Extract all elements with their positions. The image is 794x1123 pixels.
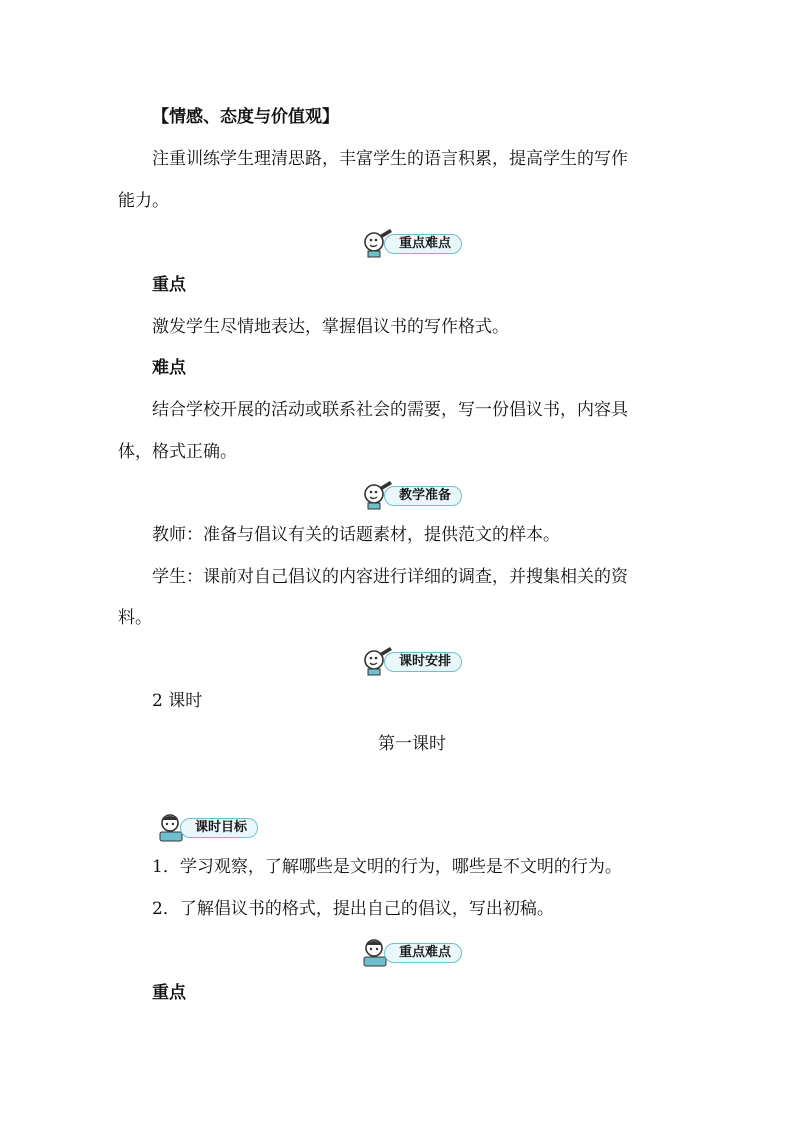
badge-label: 教学准备 — [384, 486, 462, 506]
section-heading-emotion: 【情感、态度与价值观】 — [152, 107, 339, 127]
badge-label: 课时目标 — [180, 818, 258, 838]
key-points-badge — [360, 228, 480, 256]
paragraph-line: 学生：课前对自己倡议的内容进行详细的调查，并搜集相关的资 — [152, 567, 628, 587]
schedule-badge — [360, 646, 480, 674]
preparation-badge — [360, 480, 480, 508]
schedule-text: 2 课时 — [152, 691, 203, 711]
key-points-badge-2 — [360, 937, 480, 965]
badge-label: 重点难点 — [384, 234, 462, 254]
paragraph-line: 体，格式正确。 — [118, 442, 237, 462]
key-point-text: 激发学生尽情地表达，掌握倡议书的写作格式。 — [152, 317, 509, 337]
paragraph-line: 结合学校开展的活动或联系社会的需要，写一份倡议书，内容具 — [152, 400, 628, 420]
badge-label: 重点难点 — [384, 943, 462, 963]
paragraph-line: 能力。 — [118, 191, 169, 211]
lesson-title: 第一课时 — [378, 734, 446, 754]
objective-item: 2．了解倡议书的格式，提出自己的倡议，写出初稿。 — [152, 899, 554, 919]
paragraph-line: 注重训练学生理清思路，丰富学生的语言积累，提高学生的写作 — [152, 149, 628, 169]
objectives-badge — [156, 812, 276, 840]
badge-label: 课时安排 — [384, 652, 462, 672]
paragraph-line: 料。 — [118, 608, 152, 628]
key-point-label: 重点 — [152, 275, 186, 295]
objective-item: 1．学习观察，了解哪些是文明的行为，哪些是不文明的行为。 — [152, 857, 622, 877]
difficulty-label: 难点 — [152, 358, 186, 378]
preparation-teacher: 教师：准备与倡议有关的话题素材，提供范文的样本。 — [152, 525, 560, 545]
key-point-label-2: 重点 — [152, 983, 186, 1003]
